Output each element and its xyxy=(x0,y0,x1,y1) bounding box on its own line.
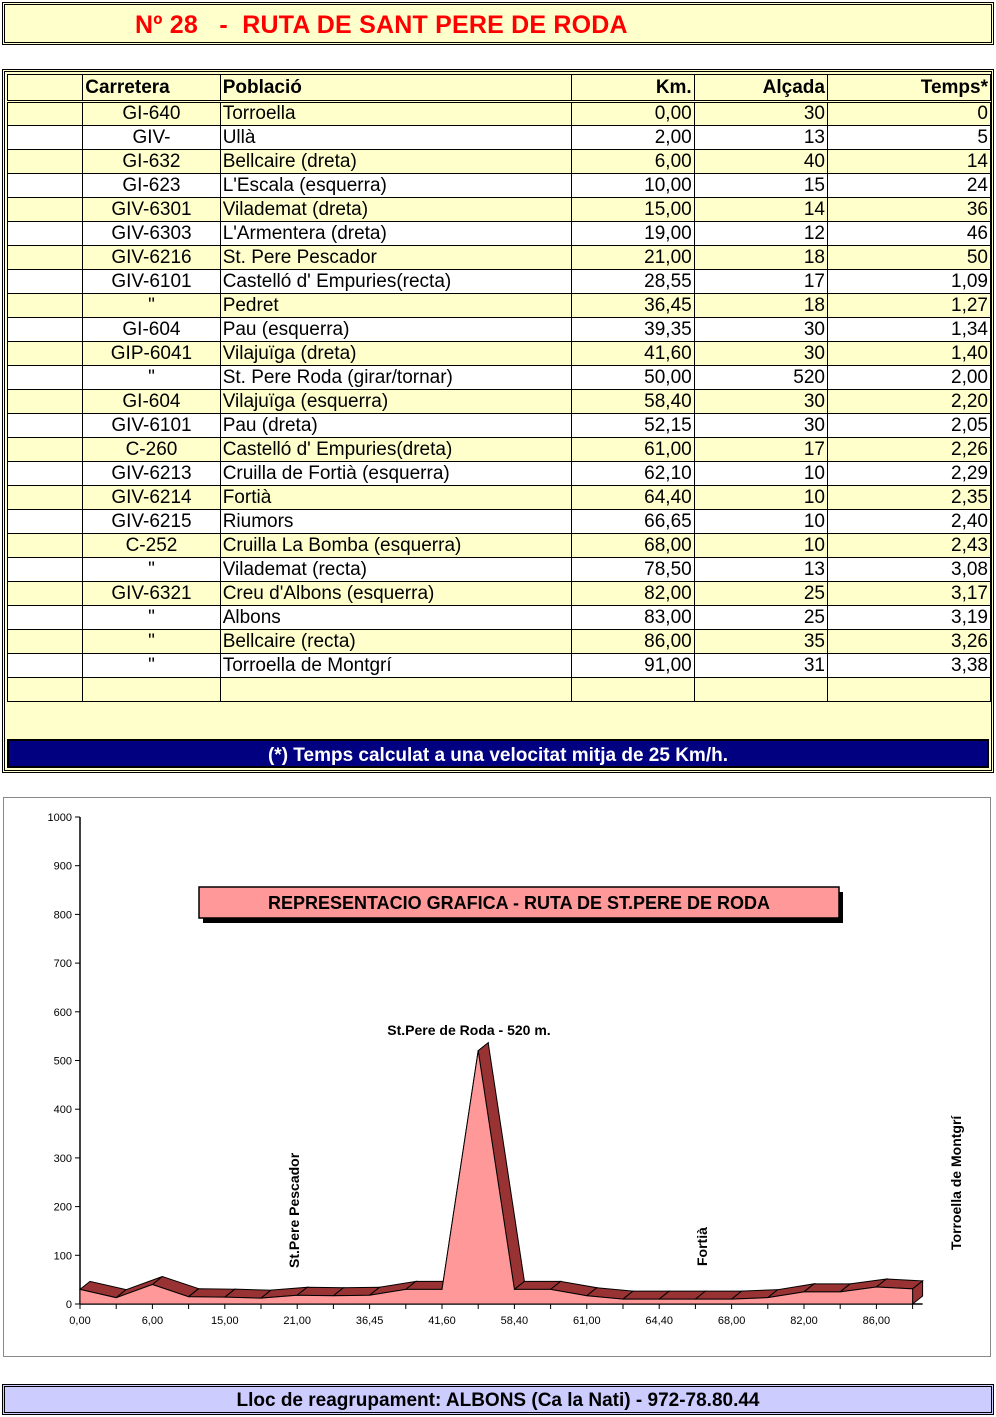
cell-temps: 46 xyxy=(827,222,990,246)
cell-poblacio: St. Pere Roda (girar/tornar) xyxy=(220,366,571,390)
table-row xyxy=(8,558,991,582)
table-row xyxy=(8,198,991,222)
y-tick-label: 100 xyxy=(53,1250,72,1263)
table-row xyxy=(8,678,991,702)
cell-carretera: GIV-6213 xyxy=(83,462,220,486)
table-row xyxy=(8,630,991,654)
table-row xyxy=(8,318,991,342)
x-tick-label: 41,60 xyxy=(428,1315,456,1327)
cell-poblacio: Castelló d' Empuries(dreta) xyxy=(220,438,571,462)
table-row xyxy=(8,222,991,246)
cell-km: 58,40 xyxy=(571,390,694,414)
data-point xyxy=(804,1291,805,1292)
table-row xyxy=(8,606,991,630)
elevation-chart-svg xyxy=(4,798,990,1356)
cell-carretera: GIV-6101 xyxy=(83,270,220,294)
cell-temps: 36 xyxy=(827,198,990,222)
data-point xyxy=(405,1289,406,1290)
pescador-annotation: St.Pere Pescador xyxy=(286,1152,302,1268)
cell-carretera: GI-604 xyxy=(83,318,220,342)
y-tick-label: 400 xyxy=(53,1104,72,1117)
cell-carretera: GIV-6101 xyxy=(83,414,220,438)
data-point xyxy=(623,1299,624,1300)
data-point xyxy=(224,1297,225,1298)
cell-poblacio: Cruilla La Bomba (esquerra) xyxy=(220,534,571,558)
table-row xyxy=(8,102,991,126)
cell-poblacio: Castelló d' Empuries(recta) xyxy=(220,270,571,294)
table-row xyxy=(8,414,991,438)
cell-blank xyxy=(8,174,83,198)
peak-annotation: St.Pere de Roda - 520 m. xyxy=(387,1022,551,1038)
cell-carretera: " xyxy=(83,558,220,582)
cell-temps: 1,34 xyxy=(827,318,990,342)
cell-poblacio: Cruilla de Fortià (esquerra) xyxy=(220,462,571,486)
header-carretera: Carretera xyxy=(83,75,220,102)
cell-km: 21,00 xyxy=(571,246,694,270)
y-tick-label: 200 xyxy=(53,1201,72,1214)
cell-temps: 0 xyxy=(827,102,990,126)
cell-blank xyxy=(8,318,83,342)
cell-blank xyxy=(8,366,83,390)
cell-km: 41,60 xyxy=(571,342,694,366)
y-tick-label: 600 xyxy=(53,1006,72,1019)
cell-alcada: 14 xyxy=(694,198,827,222)
cell-poblacio: Pedret xyxy=(220,294,571,318)
cell-carretera: " xyxy=(83,366,220,390)
cell-km: 50,00 xyxy=(571,366,694,390)
cell-poblacio: Torroella de Montgrí xyxy=(220,654,571,678)
cell-km: 15,00 xyxy=(571,198,694,222)
cell-poblacio: Torroella xyxy=(220,102,571,126)
cell-poblacio: Vilademat (dreta) xyxy=(220,198,571,222)
data-point xyxy=(586,1295,587,1296)
x-tick-label: 36,45 xyxy=(355,1315,384,1327)
table-row xyxy=(8,534,991,558)
cell-alcada: 40 xyxy=(694,150,827,174)
cell-carretera: " xyxy=(83,654,220,678)
cell-blank xyxy=(8,102,83,126)
header-blank xyxy=(8,75,83,102)
cell-alcada: 10 xyxy=(694,534,827,558)
cell-km: 64,40 xyxy=(571,486,694,510)
cell-alcada: 10 xyxy=(694,510,827,534)
x-tick-label: 6,00 xyxy=(141,1315,164,1327)
table-row xyxy=(8,486,991,510)
cell-temps: 14 xyxy=(827,150,990,174)
cell-temps: 1,09 xyxy=(827,270,990,294)
table-row xyxy=(8,174,991,198)
meeting-point-text: Lloc de reagrupament: ALBONS (Ca la Nati) - 972-78.80.44 xyxy=(236,1390,760,1411)
header-temps: Temps* xyxy=(827,75,990,102)
cell-carretera: GIP-6041 xyxy=(83,342,220,366)
cell-blank xyxy=(8,294,83,318)
cell-km: 66,65 xyxy=(571,510,694,534)
cell-blank xyxy=(8,270,83,294)
cell-carretera: GIV-6214 xyxy=(83,486,220,510)
cell-alcada: 18 xyxy=(694,294,827,318)
cell-blank xyxy=(8,558,83,582)
data-point xyxy=(152,1284,153,1285)
footer-banner xyxy=(2,1384,994,1415)
cell-poblacio: Creu d'Albons (esquerra) xyxy=(220,582,571,606)
cell-carretera: C-252 xyxy=(83,534,220,558)
data-point xyxy=(333,1295,334,1296)
cell-temps: 3,17 xyxy=(827,582,990,606)
route-table-panel xyxy=(2,69,994,773)
cell-poblacio: Fortià xyxy=(220,486,571,510)
cell-blank xyxy=(8,198,83,222)
cell-km: 2,00 xyxy=(571,126,694,150)
cell-alcada: 10 xyxy=(694,462,827,486)
cell-blank xyxy=(8,222,83,246)
table-row xyxy=(8,366,991,390)
cell-blank xyxy=(8,582,83,606)
x-tick-label: 86,00 xyxy=(862,1315,891,1327)
cell-temps: 2,20 xyxy=(827,390,990,414)
cell-blank xyxy=(8,150,83,174)
cell-carretera: " xyxy=(83,606,220,630)
data-point xyxy=(550,1289,551,1290)
cell-blank xyxy=(8,534,83,558)
cell-km: 39,35 xyxy=(571,318,694,342)
cell-blank xyxy=(8,438,83,462)
cell-alcada: 30 xyxy=(694,414,827,438)
x-tick-label: 15,00 xyxy=(211,1315,239,1327)
cell-alcada: 25 xyxy=(694,582,827,606)
table-header-row xyxy=(8,75,991,102)
cell-alcada: 15 xyxy=(694,174,827,198)
table-row xyxy=(8,270,991,294)
data-point xyxy=(514,1289,515,1290)
cell-temps: 2,43 xyxy=(827,534,990,558)
page-title: Nº 28 - RUTA DE SANT PERE DE RODA xyxy=(135,11,628,39)
cell-km: 91,00 xyxy=(571,654,694,678)
cell-blank xyxy=(8,390,83,414)
cell-alcada: 18 xyxy=(694,246,827,270)
table-row xyxy=(8,654,991,678)
cell-km: 28,55 xyxy=(571,270,694,294)
header-alcada: Alçada xyxy=(694,75,827,102)
y-tick-label: 500 xyxy=(53,1055,72,1068)
cell-alcada: 17 xyxy=(694,270,827,294)
cell-temps: 3,08 xyxy=(827,558,990,582)
cell-temps: 24 xyxy=(827,174,990,198)
cell-km: 86,00 xyxy=(571,630,694,654)
route-table xyxy=(7,74,991,702)
fortia-annotation: Fortià xyxy=(694,1227,710,1266)
table-row xyxy=(8,150,991,174)
cell-temps: 2,35 xyxy=(827,486,990,510)
cell-temps: 3,38 xyxy=(827,654,990,678)
cell-km: 78,50 xyxy=(571,558,694,582)
cell-carretera: " xyxy=(83,294,220,318)
area-series xyxy=(80,1051,913,1304)
cell-temps: 2,00 xyxy=(827,366,990,390)
x-tick-label: 82,00 xyxy=(790,1315,818,1327)
cell-poblacio: L'Armentera (dreta) xyxy=(220,222,571,246)
table-row xyxy=(8,246,991,270)
cell-blank xyxy=(8,246,83,270)
table-row xyxy=(8,462,991,486)
cell-carretera: GIV-6216 xyxy=(83,246,220,270)
cell-temps: 2,29 xyxy=(827,462,990,486)
cell-temps: 3,26 xyxy=(827,630,990,654)
cell-carretera xyxy=(83,678,220,702)
cell-km: 83,00 xyxy=(571,606,694,630)
elevation-chart xyxy=(3,797,991,1357)
cell-poblacio: Pau (dreta) xyxy=(220,414,571,438)
cell-poblacio: Vilademat (recta) xyxy=(220,558,571,582)
x-tick-label: 64,40 xyxy=(645,1315,673,1327)
cell-carretera: GIV-6321 xyxy=(83,582,220,606)
cell-poblacio: Riumors xyxy=(220,510,571,534)
cell-alcada: 35 xyxy=(694,630,827,654)
cell-poblacio: L'Escala (esquerra) xyxy=(220,174,571,198)
cell-km: 61,00 xyxy=(571,438,694,462)
cell-temps xyxy=(827,678,990,702)
cell-blank xyxy=(8,630,83,654)
cell-alcada: 30 xyxy=(694,102,827,126)
title-banner xyxy=(2,2,994,45)
y-tick-label: 900 xyxy=(53,860,72,873)
cell-carretera: GI-604 xyxy=(83,390,220,414)
x-tick-label: 61,00 xyxy=(573,1315,601,1327)
cell-km: 6,00 xyxy=(571,150,694,174)
cell-poblacio: Albons xyxy=(220,606,571,630)
cell-km: 68,00 xyxy=(571,534,694,558)
cell-alcada: 12 xyxy=(694,222,827,246)
x-tick-label: 58,40 xyxy=(500,1315,529,1327)
cell-poblacio: St. Pere Pescador xyxy=(220,246,571,270)
data-point xyxy=(695,1299,696,1300)
data-point xyxy=(912,1288,913,1289)
cell-alcada: 25 xyxy=(694,606,827,630)
cell-temps: 2,05 xyxy=(827,414,990,438)
cell-alcada: 10 xyxy=(694,486,827,510)
header-poblacio: Població xyxy=(220,75,571,102)
table-row xyxy=(8,510,991,534)
cell-km: 10,00 xyxy=(571,174,694,198)
table-row xyxy=(8,342,991,366)
data-point xyxy=(478,1050,479,1051)
cell-blank xyxy=(8,678,83,702)
cell-carretera: GIV-6215 xyxy=(83,510,220,534)
table-row xyxy=(8,438,991,462)
data-point xyxy=(767,1297,768,1298)
cell-km: 0,00 xyxy=(571,102,694,126)
cell-poblacio xyxy=(220,678,571,702)
data-point xyxy=(188,1296,189,1297)
x-tick-label: 21,00 xyxy=(283,1315,311,1327)
table-row xyxy=(8,582,991,606)
cell-blank xyxy=(8,486,83,510)
cell-temps: 5 xyxy=(827,126,990,150)
cell-carretera: GIV- xyxy=(83,126,220,150)
data-point xyxy=(297,1295,298,1296)
cell-poblacio: Vilajuïga (esquerra) xyxy=(220,390,571,414)
cell-carretera: GI-640 xyxy=(83,102,220,126)
cell-temps: 1,40 xyxy=(827,342,990,366)
data-point xyxy=(369,1295,370,1296)
cell-carretera: GI-623 xyxy=(83,174,220,198)
data-point xyxy=(442,1289,443,1290)
table-row xyxy=(8,390,991,414)
cell-blank xyxy=(8,654,83,678)
y-tick-label: 800 xyxy=(53,909,72,922)
data-point xyxy=(659,1299,660,1300)
cell-alcada: 30 xyxy=(694,342,827,366)
x-tick-label: 0,00 xyxy=(69,1315,91,1327)
torroella-annotation: Torroella de Montgrí xyxy=(948,1115,964,1250)
cell-carretera: " xyxy=(83,630,220,654)
speed-footnote: (*) Temps calculat a una velocitat mitja de 25 Km/h. xyxy=(7,739,989,768)
cell-carretera: GIV-6303 xyxy=(83,222,220,246)
cell-temps: 2,26 xyxy=(827,438,990,462)
cell-km: 82,00 xyxy=(571,582,694,606)
cell-alcada: 30 xyxy=(694,318,827,342)
data-point xyxy=(731,1299,732,1300)
cell-temps: 3,19 xyxy=(827,606,990,630)
y-tick-label: 700 xyxy=(53,958,72,971)
cell-poblacio: Pau (esquerra) xyxy=(220,318,571,342)
data-point xyxy=(261,1298,262,1299)
cell-alcada: 30 xyxy=(694,390,827,414)
cell-alcada xyxy=(694,678,827,702)
cell-carretera: GIV-6301 xyxy=(83,198,220,222)
y-tick-label: 0 xyxy=(65,1299,72,1311)
cell-km: 36,45 xyxy=(571,294,694,318)
cell-carretera: C-260 xyxy=(83,438,220,462)
y-tick-label: 1000 xyxy=(47,812,72,824)
cell-blank xyxy=(8,462,83,486)
cell-km: 62,10 xyxy=(571,462,694,486)
table-row xyxy=(8,294,991,318)
data-point xyxy=(80,1289,81,1290)
data-point xyxy=(116,1297,117,1298)
cell-temps: 1,27 xyxy=(827,294,990,318)
cell-poblacio: Ullà xyxy=(220,126,571,150)
cell-blank xyxy=(8,414,83,438)
cell-km: 19,00 xyxy=(571,222,694,246)
cell-blank xyxy=(8,510,83,534)
cell-blank xyxy=(8,126,83,150)
cell-carretera: GI-632 xyxy=(83,150,220,174)
cell-km xyxy=(571,678,694,702)
data-point xyxy=(840,1291,841,1292)
cell-alcada: 13 xyxy=(694,126,827,150)
cell-alcada: 520 xyxy=(694,366,827,390)
table-row xyxy=(8,126,991,150)
cell-alcada: 13 xyxy=(694,558,827,582)
cell-poblacio: Bellcaire (recta) xyxy=(220,630,571,654)
cell-alcada: 31 xyxy=(694,654,827,678)
cell-blank xyxy=(8,342,83,366)
cell-blank xyxy=(8,606,83,630)
x-tick-label: 68,00 xyxy=(717,1315,746,1327)
cell-alcada: 17 xyxy=(694,438,827,462)
data-point xyxy=(876,1286,877,1287)
cell-temps: 2,40 xyxy=(827,510,990,534)
cell-poblacio: Bellcaire (dreta) xyxy=(220,150,571,174)
y-tick-label: 300 xyxy=(53,1152,72,1165)
cell-km: 52,15 xyxy=(571,414,694,438)
cell-poblacio: Vilajuïga (dreta) xyxy=(220,342,571,366)
header-km: Km. xyxy=(571,75,694,102)
cell-temps: 50 xyxy=(827,246,990,270)
chart-title: REPRESENTACIO GRAFICA - RUTA DE ST.PERE DE RODA xyxy=(267,893,771,913)
